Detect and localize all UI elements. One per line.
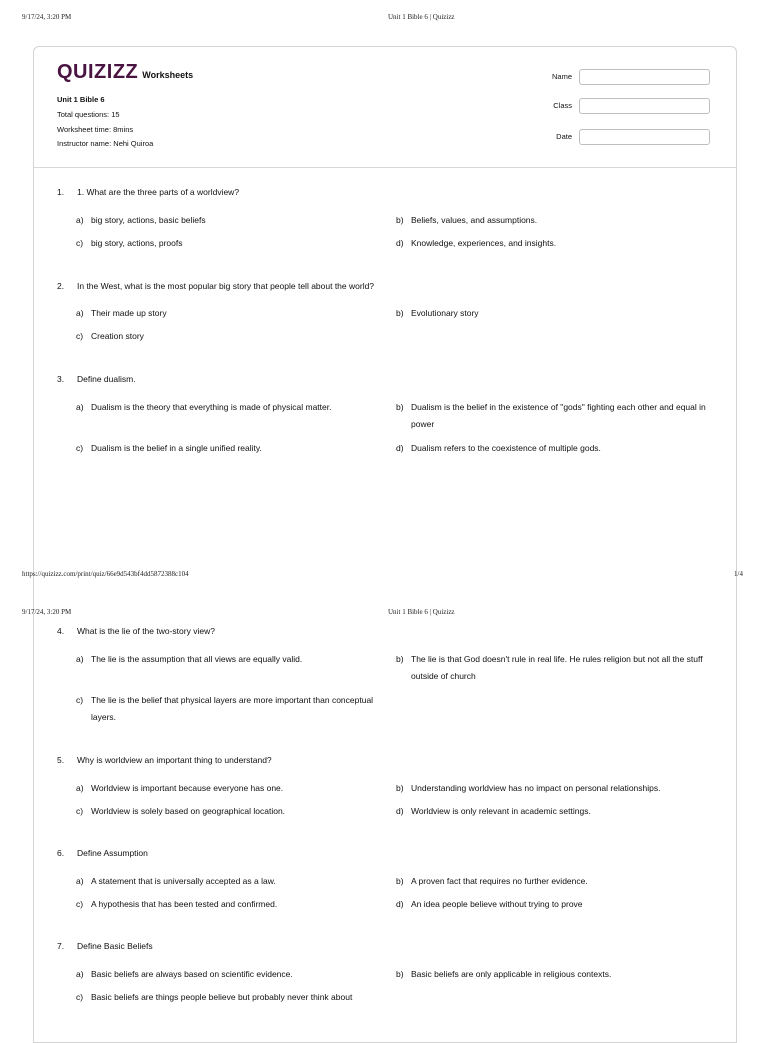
worksheet-time: Worksheet time: 8mins: [57, 125, 134, 134]
option-6a: a) A statement that is universally accepted as a law.: [76, 876, 276, 886]
option-1c: c) big story, actions, proofs: [76, 238, 183, 248]
total-questions: Total questions: 15: [57, 110, 120, 119]
class-field[interactable]: [579, 98, 710, 114]
option-6b: b) A proven fact that requires no further evidence.: [396, 876, 588, 886]
option-7c: c) Basic beliefs are things people believe but probably never think about: [76, 992, 353, 1002]
print-datetime-2: 9/17/24, 3:20 PM: [22, 608, 72, 616]
option-7b: b) Basic beliefs are only applicable in religious contexts.: [396, 969, 612, 979]
question-text: Why is worldview an important thing to understand?: [77, 755, 272, 765]
option-3a: a) Dualism is the theory that everything is made of physical matter.: [76, 402, 332, 412]
option-6d: d) An idea people believe without trying to prove: [396, 899, 583, 909]
print-url: https://quizizz.com/print/quiz/66e9d543bf4dd5872388c104: [22, 570, 189, 578]
page-number: 1/4: [734, 570, 743, 578]
question-text: Define dualism.: [77, 374, 136, 384]
question-text: What is the lie of the two-story view?: [77, 626, 215, 636]
option-3c: c) Dualism is the belief in a single unified reality.: [76, 443, 262, 453]
question-text: Define Basic Beliefs: [77, 941, 153, 951]
print-datetime: 9/17/24, 3:20 PM: [22, 13, 72, 21]
question-text: Define Assumption: [77, 848, 148, 858]
instructor-name: Instructor name: Nehi Quiroa: [57, 139, 154, 148]
option-1b: b) Beliefs, values, and assumptions.: [396, 215, 538, 225]
class-label: Class: [553, 101, 572, 110]
option-5d: d) Worldview is only relevant in academic settings.: [396, 806, 591, 816]
option-2a: a) Their made up story: [76, 308, 167, 318]
option-4a: a) The lie is the assumption that all views are equally valid.: [76, 654, 303, 664]
option-4c: c) The lie is the belief that physical layers are more important than conceptual layers.: [76, 695, 374, 722]
worksheet-card: [33, 46, 737, 647]
option-2b: b) Evolutionary story: [396, 308, 479, 318]
name-field[interactable]: [579, 69, 710, 85]
print-title-2: Unit 1 Bible 6 | Quizizz: [388, 608, 455, 616]
question-text: In the West, what is the most popular big story that people tell about the world?: [77, 281, 375, 291]
option-3b: b) Dualism is the belief in the existence of "gods" fighting each other and equal in power: [396, 402, 706, 429]
option-1a: a) big story, actions, basic beliefs: [76, 215, 206, 225]
option-3d: d) Dualism refers to the coexistence of multiple gods.: [396, 443, 601, 453]
logo-product: Worksheets: [142, 70, 194, 80]
question-number: 7.: [57, 941, 65, 951]
name-label: Name: [551, 72, 572, 81]
logo-brand: QUIZIZZ: [57, 61, 139, 83]
option-5b: b) Understanding worldview has no impact on personal relationships.: [396, 783, 661, 793]
question-number: 1.: [57, 187, 65, 197]
header-divider: [34, 167, 736, 168]
print-title: Unit 1 Bible 6 | Quizizz: [388, 13, 455, 21]
date-field[interactable]: [579, 129, 710, 145]
question-number: 6.: [57, 848, 65, 858]
option-5c: c) Worldview is solely based on geographical location.: [76, 806, 286, 816]
option-6c: c) A hypothesis that has been tested and confirmed.: [76, 899, 278, 909]
question-number: 4.: [57, 626, 65, 636]
option-4b: b) The lie is that God doesn't rule in real life. He rules religion but not all the stuff outside of church: [396, 654, 703, 681]
question-text: 1. What are the three parts of a worldview?: [77, 187, 240, 197]
question-number: 2.: [57, 281, 65, 291]
question-number: 3.: [57, 374, 65, 384]
question-number: 5.: [57, 755, 65, 765]
option-5a: a) Worldview is important because everyone has one.: [76, 783, 284, 793]
quizizz-logo: [57, 61, 193, 84]
option-7a: a) Basic beliefs are always based on scientific evidence.: [76, 969, 293, 979]
option-2c: c) Creation story: [76, 331, 144, 341]
worksheet-title: Unit 1 Bible 6: [57, 95, 105, 104]
option-1d: d) Knowledge, experiences, and insights.: [396, 238, 557, 248]
date-label: Date: [556, 132, 572, 141]
